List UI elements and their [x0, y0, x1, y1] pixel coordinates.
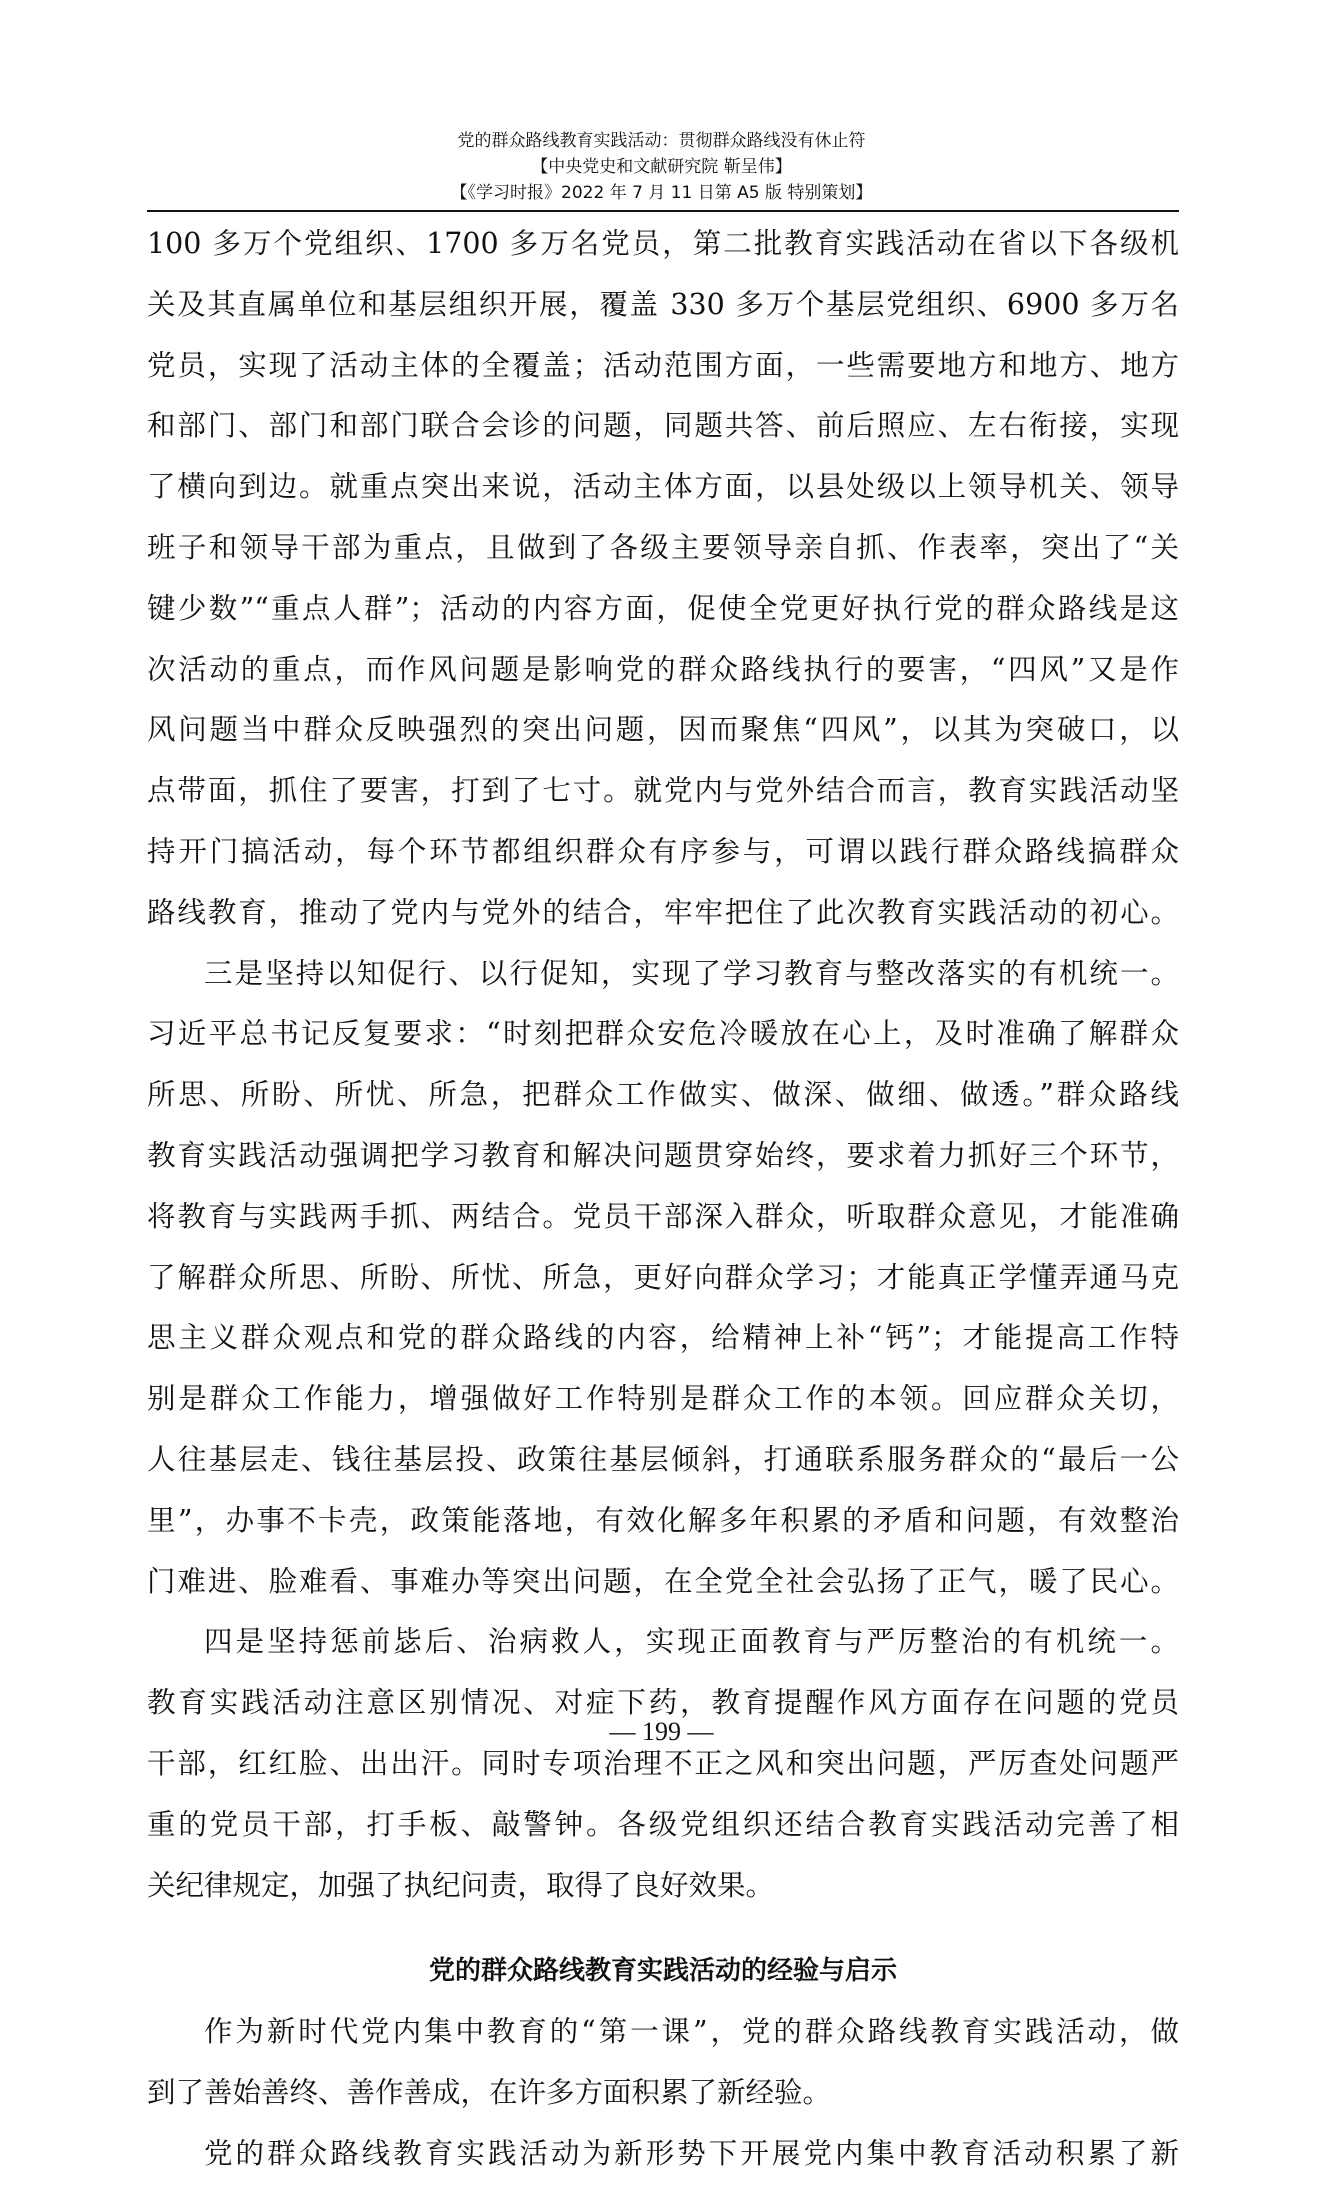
header-author: 【中央党史和文献研究院 靳呈伟】 — [531, 157, 792, 177]
text-line: 党的群众路线教育实践活动为新形势下开展党内集中教育活动积累了新 — [204, 2136, 1179, 2170]
text-line: 思主义群众观点和党的群众路线的内容，给精神上补“钙”；才能提高工作特 — [147, 1321, 1179, 1355]
text-line: 关及其直属单位和基层组织开展，覆盖 330 多万个基层党组织、6900 多万名 — [147, 287, 1179, 321]
text-line: 将教育与实践两手抓、两结合。党员干部深入群众，听取群众意见，才能准确 — [147, 1199, 1179, 1233]
page-number: — 199 — — [609, 1717, 714, 1746]
text-line: 门难进、脸难看、事难办等突出问题，在全党全社会弘扬了正气，暖了民心。 — [147, 1564, 1179, 1598]
paragraph-4 — [147, 2002, 1179, 2124]
text-line: 路线教育，推动了党内与党外的结合，牢牢把住了此次教育实践活动的初心。 — [147, 895, 1179, 929]
text-line: 党员，实现了活动主体的全覆盖；活动范围方面，一些需要地方和地方、地方 — [147, 348, 1179, 382]
running-header — [0, 128, 1323, 206]
header-source: 【《学习时报》2022 年 7 月 11 日第 A5 版 特别策划】 — [450, 183, 873, 203]
text-line: 关纪律规定，加强了执纪问责，取得了良好效果。 — [147, 1868, 775, 1902]
text-line: 次活动的重点，而作风问题是影响党的群众路线执行的要害，“四风”又是作 — [147, 652, 1179, 686]
text-line: 到了善始善终、善作善成，在许多方面积累了新经验。 — [147, 2076, 832, 2110]
text-line: 和部门、部门和部门联合会诊的问题，同题共答、前后照应、左右衔接，实现 — [147, 409, 1179, 443]
text-line: 干部，红红脸、出出汗。同时专项治理不正之风和突出问题，严厉查处问题严 — [147, 1746, 1179, 1780]
text-line: 100 多万个党组织、1700 多万名党员，第二批教育实践活动在省以下各级机 — [147, 227, 1179, 260]
text-line: 所思、所盼、所忧、所急，把群众工作做实、做深、做细、做透。”群众路线 — [147, 1078, 1179, 1112]
text-line: 重的党员干部，打手板、敲警钟。各级党组织还结合教育实践活动完善了相 — [147, 1807, 1179, 1841]
text-line: 了解群众所思、所盼、所忧、所急，更好向群众学习；才能真正学懂弄通马克 — [147, 1260, 1179, 1294]
text-line: 教育实践活动强调把学习教育和解决问题贯穿始终，要求着力抓好三个环节， — [147, 1138, 1179, 1172]
text-line: 持开门搞活动，每个环节都组织群众有序参与，可谓以践行群众路线搞群众 — [147, 834, 1179, 868]
text-line: 人往基层走、钱往基层投、政策往基层倾斜，打通联系服务群众的“最后一公 — [147, 1442, 1179, 1476]
paragraph-2 — [147, 944, 1179, 1613]
header-title: 党的群众路线教育实践活动：贯彻群众路线没有休止符 — [457, 131, 866, 151]
text-line: 点带面，抓住了要害，打到了七寸。就党内与党外结合而言，教育实践活动坚 — [147, 774, 1179, 808]
section-heading: 党的群众路线教育实践活动的经验与启示 — [428, 1956, 897, 1987]
header-divider — [147, 210, 1179, 212]
text-line: 别是群众工作能力，增强做好工作特别是群众工作的本领。回应群众关切， — [147, 1382, 1179, 1416]
article-body — [147, 214, 1179, 2185]
text-line: 作为新时代党内集中教育的“第一课”，党的群众路线教育实践活动，做 — [204, 2015, 1179, 2049]
paragraph-5 — [147, 2124, 1179, 2185]
text-line: 了横向到边。就重点突出来说，活动主体方面，以县处级以上领导机关、领导 — [147, 470, 1179, 504]
text-line: 键少数”“重点人群”；活动的内容方面，促使全党更好执行党的群众路线是这 — [147, 591, 1179, 625]
text-line: 习近平总书记反复要求：“时刻把群众安危冷暖放在心上，及时准确了解群众 — [147, 1017, 1179, 1051]
paragraph-1 — [147, 214, 1179, 944]
text-line: 班子和领导干部为重点，且做到了各级主要领导亲自抓、作表率，突出了“关 — [147, 530, 1179, 564]
text-line: 教育实践活动注意区别情况、对症下药，教育提醒作风方面存在问题的党员 — [147, 1686, 1179, 1720]
text-line: 三是坚持以知促行、以行促知，实现了学习教育与整改落实的有机统一。 — [204, 956, 1179, 990]
text-line: 四是坚持惩前毖后、治病救人，实现正面教育与严厉整治的有机统一。 — [204, 1625, 1179, 1659]
text-line: 里”，办事不卡壳，政策能落地，有效化解多年积累的矛盾和问题，有效整治 — [147, 1503, 1179, 1537]
text-line: 风问题当中群众反映强烈的突出问题，因而聚焦“四风”，以其为突破口，以 — [147, 713, 1179, 747]
